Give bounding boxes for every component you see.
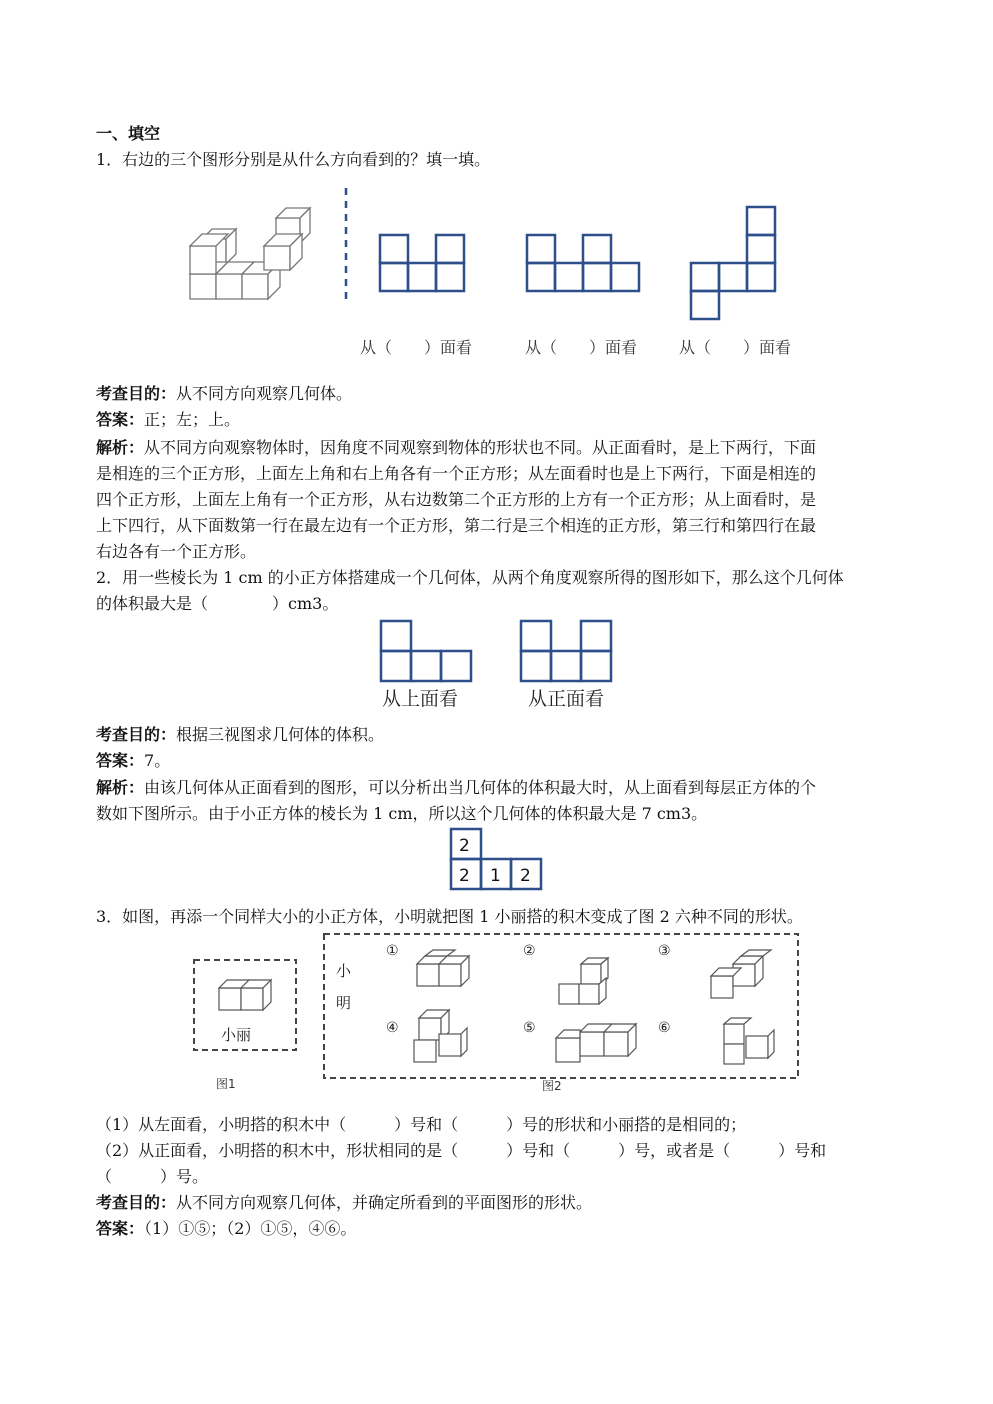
q3-figure: [186, 928, 806, 1098]
q2-answer: [96, 748, 170, 774]
q2-question-line-2: 的体积最大是（ ）cm3。: [96, 594, 339, 613]
q1-analysis-line-1: [96, 435, 816, 461]
xiaoming-char-2: 明: [336, 994, 352, 1012]
shape-1: [417, 950, 469, 986]
shape-6: [724, 1018, 774, 1064]
q1-answer: [96, 407, 240, 433]
q2-answer-label: 答案：: [96, 751, 145, 770]
q3-answer-text: （1）①⑤；（2）①⑤，④⑥。: [144, 1219, 357, 1238]
xiaoli-label: 小丽: [221, 1026, 252, 1044]
q1-cube-structure: [190, 208, 310, 299]
marker-1: ①: [386, 943, 399, 959]
q1-question: 1．右边的三个图形分别是从什么方向看到的？填一填。: [96, 150, 491, 169]
marker-5: ⑤: [523, 1020, 536, 1036]
q2-analysis-line-2: 数如下图所示。由于小正方体的棱长为 1 cm，所以这个几何体的体积最大是 7 cm3。: [96, 804, 708, 823]
fig2-label: 图2: [542, 1079, 562, 1093]
q2-question-line-1: 2．用一些棱长为 1 cm 的小正方体搭建成一个几何体，从两个角度观察所得的图形如下，那么这个几何体: [96, 568, 844, 587]
grid-cell-top: 2: [459, 836, 470, 856]
q1-analysis-line-2: 是相连的三个正方形，上面左上角和右上角各有一个正方形；从左面看时也是上下两行，下面是相连的: [96, 464, 817, 483]
grid-cell-2: 1: [490, 866, 501, 886]
q2-figure: [370, 615, 630, 715]
shape-5: [556, 1024, 636, 1062]
shape-3: [711, 950, 771, 998]
q2-view-top-grid: [381, 621, 471, 681]
q2-purpose-text: 根据三视图求几何体的体积。: [176, 725, 385, 744]
section-title: 一、填空: [96, 124, 161, 143]
q1-analysis-line-4: 上下四行，从下面数第一行在最左边有一个正方形，第二行是三个相连的正方形，第三行和第四行在最: [96, 516, 817, 535]
q2-analysis-line-1: [96, 775, 816, 801]
q2-view-top-label: 从上面看: [382, 688, 459, 710]
q1-purpose-text: 从不同方向观察几何体。: [176, 384, 353, 403]
q2-view-front-grid: [521, 621, 611, 681]
q1-purpose-label: 考查目的：: [96, 384, 177, 403]
q3-sub2-line-2: （ ）号。: [96, 1167, 209, 1186]
q3-purpose-label: 考查目的：: [96, 1193, 177, 1212]
q3-answer-label: 答案：: [96, 1219, 145, 1238]
q1-view-label-2: 从（ ）面看: [525, 338, 638, 357]
marker-6: ⑥: [658, 1020, 671, 1036]
marker-3: ③: [658, 943, 671, 959]
q2-analysis-text-1: 由该几何体从正面看到的图形，可以分析出当几何体的体积最大时，从上面看到每层正方体的个: [144, 778, 817, 797]
q1-analysis-line-3: 四个正方形，上面左上角有一个正方形，从右边数第二个正方形的上方有一个正方形；从上面看时，是: [96, 490, 817, 509]
q3-sub2-line-1: （2）从正面看，小明搭的积木中，形状相同的是（ ）号和（ ）号，或者是（ ）号和: [96, 1141, 827, 1160]
q3-answer: [96, 1216, 356, 1242]
fig1-label: 图1: [216, 1077, 236, 1091]
q3-question: 3．如图，再添一个同样大小的小正方体，小明就把图 1 小丽搭的积木变成了图 2 六种不同的形状。: [96, 907, 803, 926]
q1-view-front: [380, 235, 464, 291]
q2-answer-text: 7。: [144, 751, 171, 770]
q1-answer-text: 正；左；上。: [144, 410, 241, 429]
q2-view-front-label: 从正面看: [528, 688, 605, 710]
q1-analysis-line-5: 右边各有一个正方形。: [96, 542, 257, 561]
q1-view-top: [691, 207, 775, 319]
q3-sub1: （1）从左面看，小明搭的积木中（ ）号和（ ）号的形状和小丽搭的是相同的；: [96, 1115, 747, 1134]
shape-2: [559, 958, 608, 1004]
q1-figure: [180, 180, 820, 370]
shape-4: [414, 1010, 467, 1062]
grid-cell-3: 2: [520, 866, 531, 886]
grid-cell-1: 2: [459, 866, 470, 886]
q2-purpose: [96, 722, 384, 748]
q3-purpose-text: 从不同方向观察几何体，并确定所看到的平面图形的形状。: [176, 1193, 593, 1212]
q1-purpose: [96, 381, 352, 407]
marker-2: ②: [523, 943, 536, 959]
xiaoli-blocks: [219, 980, 271, 1010]
q1-analysis-text-1: 从不同方向观察物体时，因角度不同观察到物体的形状也不同。从正面看时，是上下两行，下面: [144, 438, 817, 457]
q1-analysis-label: 解析：: [96, 438, 145, 457]
q1-view-label-1: 从（ ）面看: [360, 338, 473, 357]
q2-count-grid: [448, 826, 548, 894]
q3-purpose: [96, 1190, 592, 1216]
q2-purpose-label: 考查目的：: [96, 725, 177, 744]
q1-view-label-3: 从（ ）面看: [679, 338, 792, 357]
q2-analysis-label: 解析：: [96, 778, 145, 797]
q1-view-left: [527, 235, 639, 291]
marker-4: ④: [386, 1020, 399, 1036]
xiaoming-char-1: 小: [336, 962, 352, 980]
q1-answer-label: 答案：: [96, 410, 145, 429]
